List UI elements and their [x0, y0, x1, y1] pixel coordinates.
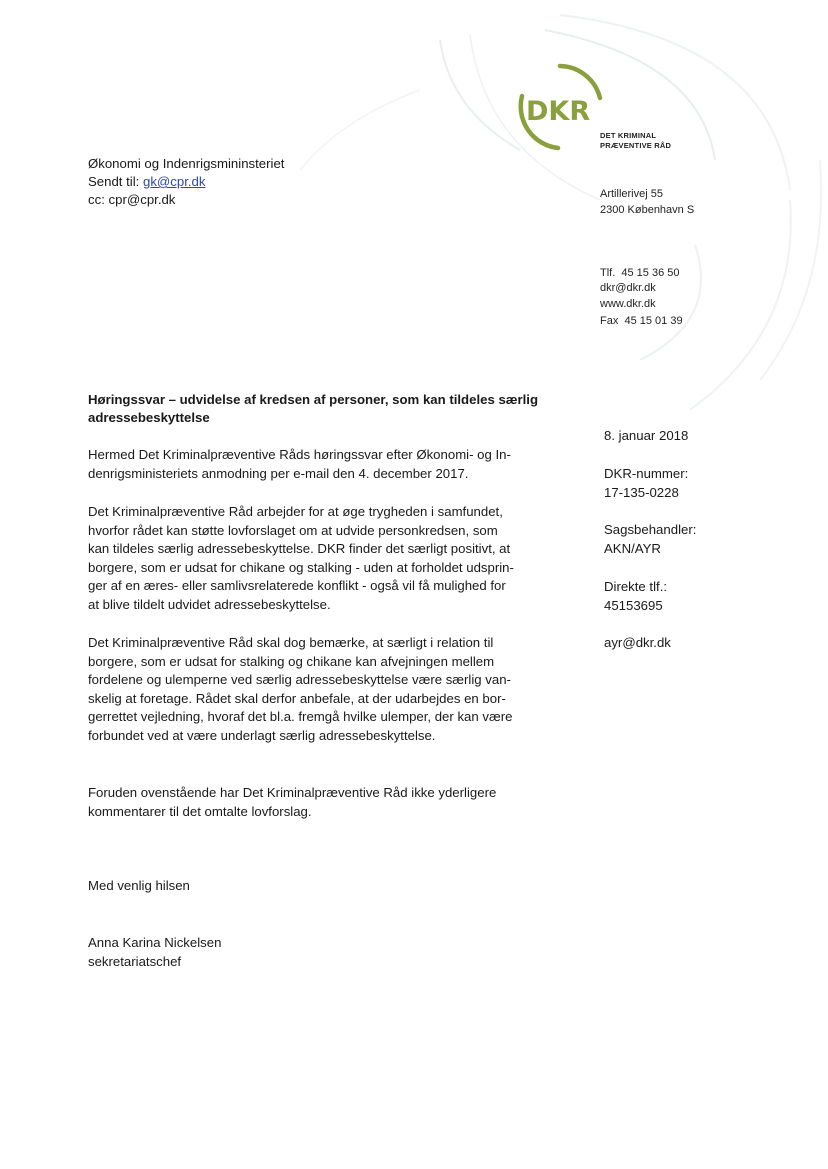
logo-text: DKR [526, 96, 591, 127]
paragraph-closing [88, 784, 588, 821]
sent-to-email-link[interactable]: gk@cpr.dk [142, 174, 206, 189]
contact-email[interactable]: ayr@dkr.dk [604, 635, 671, 650]
paragraph-line: hvorfor rådet kan støtte lovforslaget om at udvide personkredsen, som [88, 522, 498, 538]
phone-number: Tlf. 45 15 36 50 [600, 267, 680, 279]
paragraph-line: ger af en æres- eller samlivsrelaterede konflikt - også vil få mulighed for [88, 578, 506, 594]
signature-block [88, 934, 588, 971]
paragraph-line: denrigsministeriets anmodning per e-mail den 4. december 2017. [88, 465, 469, 481]
sender-website[interactable]: www.dkr.dk [600, 298, 656, 310]
paragraph-remark [88, 634, 588, 746]
recipient-ministry: Økonomi og Indenrigsmininsteriet [88, 156, 285, 171]
signer-title: sekretariatschef [88, 953, 182, 969]
case-number-label: DKR-nummer: [604, 466, 689, 481]
sender-email[interactable]: dkr@dkr.dk [600, 282, 656, 294]
case-number-block [604, 465, 804, 502]
paragraph-line: kan tildeles særlig adressebeskyttelse. DKR finder det særligt positivt, at [88, 541, 511, 557]
recipient-block [88, 155, 284, 209]
direct-phone: 45153695 [604, 597, 663, 613]
paragraph-line: skelig at foretage. Rådet skal derfor anbefale, at der udarbejdes en bor- [88, 690, 506, 706]
fax-number: Fax 45 15 01 39 [600, 315, 683, 327]
paragraph-line: gerrettet vejledning, hvoraf det bl.a. fremgå hvilke ulemper, der kan være [88, 709, 513, 725]
sent-to-line [88, 173, 284, 191]
paragraph-support [88, 503, 588, 615]
paragraph-line: forbundet ved at være underlagt særlig adressebeskyttelse. [88, 727, 436, 743]
handler-label: Sagsbehandler: [604, 522, 697, 537]
sent-to-label: Sendt til: [88, 174, 143, 189]
sender-online [600, 280, 656, 312]
paragraph-line: Det Kriminalpræventive Råd skal dog bemærke, at særligt i relation til [88, 635, 494, 650]
sender-address [600, 186, 694, 218]
letter-date: 8. januar 2018 [604, 428, 689, 443]
closing-greeting: Med venlig hilsen [88, 878, 190, 893]
handler-initials: AKN/AYR [604, 540, 661, 556]
paragraph-line: borgere, som er udsat for stalking og chikane kan afvejningen mellem [88, 653, 495, 669]
case-number: 17-135-0228 [604, 484, 679, 500]
org-name [600, 131, 671, 151]
handler-block [604, 521, 804, 558]
address-line2: 2300 København S [600, 204, 695, 216]
signer-name: Anna Karina Nickelsen [88, 935, 222, 950]
cc-line: cc: cpr@cpr.dk [88, 192, 176, 207]
paragraph-line: Foruden ovenstående har Det Kriminalpræventive Råd ikke yderligere [88, 785, 497, 800]
direct-phone-label: Direkte tlf.: [604, 579, 668, 594]
paragraph-line: fordelene og ulemperne ved særlig adressebeskyttelse være særlig van- [88, 672, 511, 688]
paragraph-line: Det Kriminalpræventive Råd arbejder for at øge trygheden i samfundet, [88, 504, 503, 519]
paragraph-line: kommentarer til det omtalte lovforslag. [88, 803, 312, 819]
letter-subject: Høringssvar – udvidelse af kredsen af personer, som kan tildeles særlig adressebeskyttelse [88, 392, 539, 425]
org-name-line2: PRÆVENTIVE RÅD [600, 141, 672, 150]
letterhead-swirl-decoration [0, 0, 828, 420]
org-name-line1: DET KRIMINAL [600, 131, 657, 140]
address-line1: Artillerivej 55 [600, 188, 663, 200]
direct-phone-block [604, 578, 804, 615]
paragraph-line: Hermed Det Kriminalpræventive Råds høringssvar efter Økonomi- og In- [88, 447, 511, 462]
paragraph-intro [88, 446, 588, 483]
paragraph-line: borgere, som er udsat for chikane og stalking - uden at forholdet udsprin- [88, 559, 514, 575]
paragraph-line: at blive tildelt udvidet adressebeskyttelse. [88, 596, 331, 612]
